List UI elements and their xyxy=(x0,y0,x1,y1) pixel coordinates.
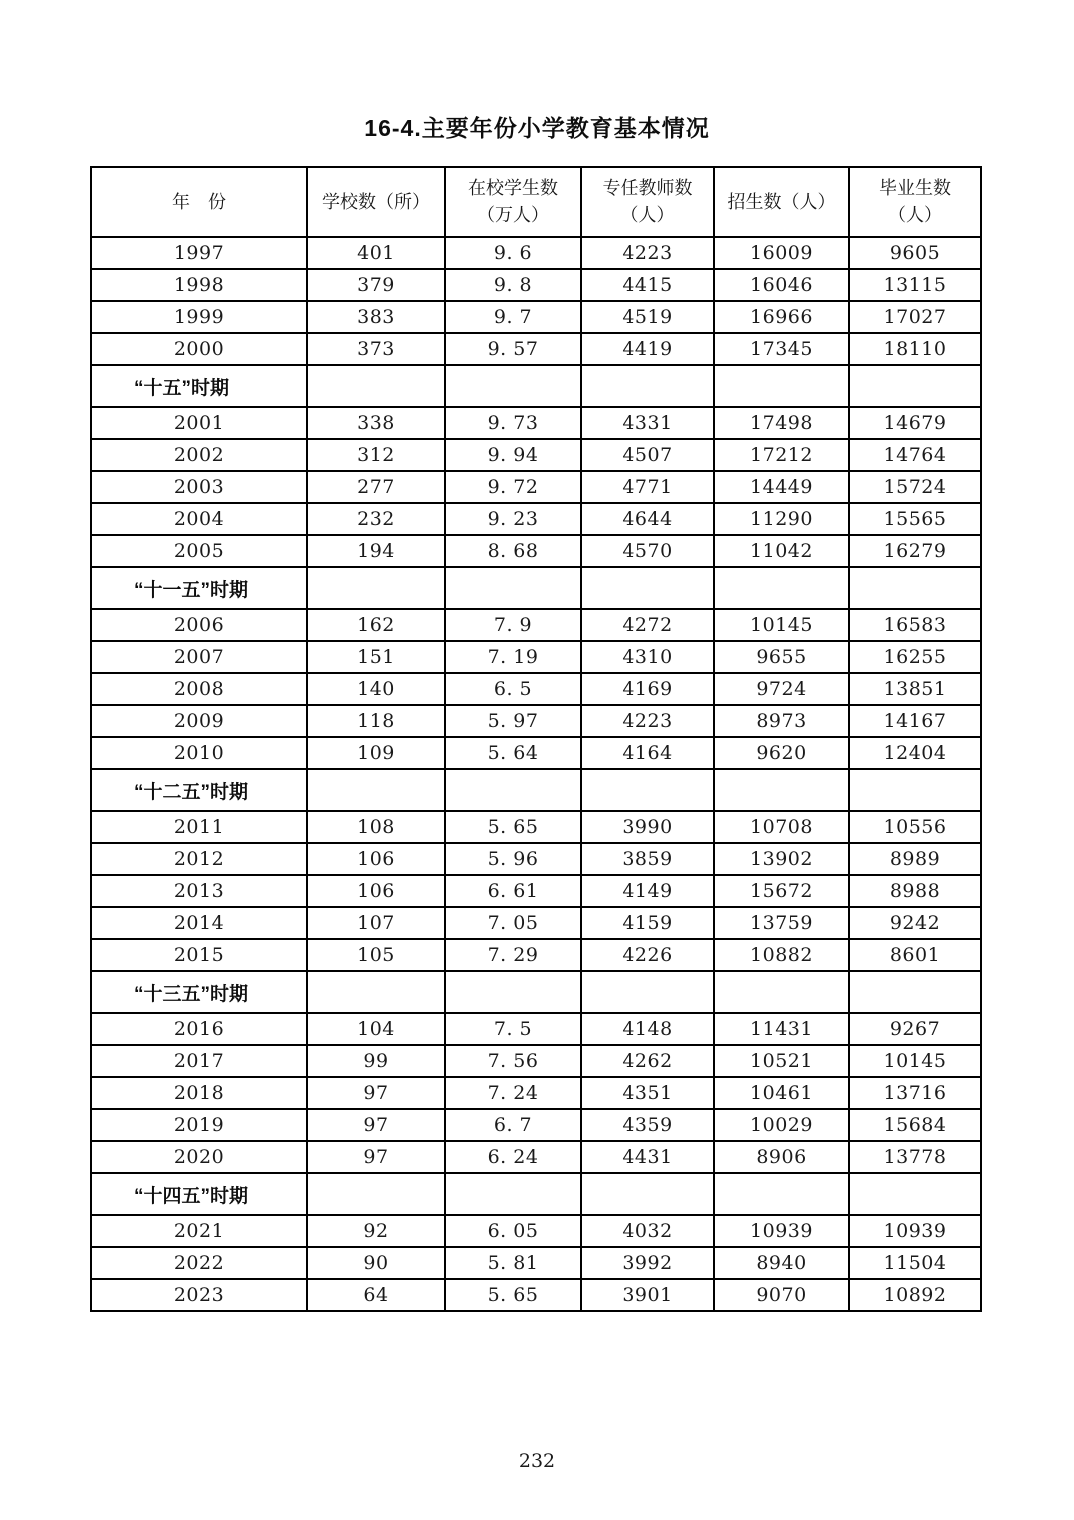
value-cell: 9070 xyxy=(714,1279,849,1311)
value-cell: 8906 xyxy=(714,1141,849,1173)
value-cell: 9. 57 xyxy=(445,333,581,365)
table-row xyxy=(91,1109,981,1141)
period-row xyxy=(91,1173,981,1215)
value-cell: 6. 61 xyxy=(445,875,581,907)
empty-cell xyxy=(307,365,445,407)
table-row xyxy=(91,471,981,503)
value-cell: 9. 23 xyxy=(445,503,581,535)
value-cell: 232 xyxy=(307,503,445,535)
period-row xyxy=(91,365,981,407)
table-row xyxy=(91,503,981,535)
empty-cell xyxy=(445,567,581,609)
value-cell: 9655 xyxy=(714,641,849,673)
value-cell: 16009 xyxy=(714,237,849,269)
value-cell: 13716 xyxy=(849,1077,981,1109)
table-row xyxy=(91,705,981,737)
year-cell: 1999 xyxy=(91,301,307,333)
value-cell: 17027 xyxy=(849,301,981,333)
value-cell: 8. 68 xyxy=(445,535,581,567)
empty-cell xyxy=(849,971,981,1013)
value-cell: 6. 05 xyxy=(445,1215,581,1247)
empty-cell xyxy=(307,971,445,1013)
table-row xyxy=(91,1045,981,1077)
education-statistics-table xyxy=(90,166,982,1312)
column-header-label: 毕业生数 xyxy=(879,178,951,198)
year-cell: 2011 xyxy=(91,811,307,843)
year-cell: 1997 xyxy=(91,237,307,269)
year-cell: 2022 xyxy=(91,1247,307,1279)
value-cell: 4570 xyxy=(581,535,714,567)
value-cell: 9. 94 xyxy=(445,439,581,471)
value-cell: 15724 xyxy=(849,471,981,503)
value-cell: 4262 xyxy=(581,1045,714,1077)
value-cell: 4331 xyxy=(581,407,714,439)
year-cell: 2020 xyxy=(91,1141,307,1173)
value-cell: 4519 xyxy=(581,301,714,333)
empty-cell xyxy=(581,1173,714,1215)
value-cell: 8973 xyxy=(714,705,849,737)
value-cell: 10939 xyxy=(714,1215,849,1247)
year-cell: 2017 xyxy=(91,1045,307,1077)
table-row xyxy=(91,1215,981,1247)
value-cell: 108 xyxy=(307,811,445,843)
value-cell: 5. 65 xyxy=(445,811,581,843)
year-cell: 2015 xyxy=(91,939,307,971)
year-cell: 2012 xyxy=(91,843,307,875)
table-row xyxy=(91,269,981,301)
value-cell: 8989 xyxy=(849,843,981,875)
value-cell: 14449 xyxy=(714,471,849,503)
value-cell: 312 xyxy=(307,439,445,471)
table-row xyxy=(91,407,981,439)
value-cell: 4148 xyxy=(581,1013,714,1045)
value-cell: 10882 xyxy=(714,939,849,971)
table-row xyxy=(91,737,981,769)
year-cell: 2014 xyxy=(91,907,307,939)
value-cell: 383 xyxy=(307,301,445,333)
value-cell: 151 xyxy=(307,641,445,673)
table-row xyxy=(91,237,981,269)
column-header-label: 在校学生数 xyxy=(468,178,558,198)
value-cell: 7. 29 xyxy=(445,939,581,971)
value-cell: 4226 xyxy=(581,939,714,971)
value-cell: 11431 xyxy=(714,1013,849,1045)
value-cell: 97 xyxy=(307,1077,445,1109)
value-cell: 104 xyxy=(307,1013,445,1045)
table-row xyxy=(91,1141,981,1173)
year-cell: 2018 xyxy=(91,1077,307,1109)
value-cell: 106 xyxy=(307,843,445,875)
value-cell: 106 xyxy=(307,875,445,907)
column-header-teachers xyxy=(581,167,714,237)
column-header-students xyxy=(445,167,581,237)
value-cell: 16966 xyxy=(714,301,849,333)
value-cell: 17498 xyxy=(714,407,849,439)
value-cell: 16255 xyxy=(849,641,981,673)
value-cell: 10029 xyxy=(714,1109,849,1141)
period-row xyxy=(91,769,981,811)
value-cell: 16583 xyxy=(849,609,981,641)
table-row xyxy=(91,641,981,673)
value-cell: 4272 xyxy=(581,609,714,641)
table-row xyxy=(91,673,981,705)
year-cell: 2007 xyxy=(91,641,307,673)
year-cell: 2004 xyxy=(91,503,307,535)
value-cell: 118 xyxy=(307,705,445,737)
value-cell: 162 xyxy=(307,609,445,641)
value-cell: 6. 24 xyxy=(445,1141,581,1173)
value-cell: 10939 xyxy=(849,1215,981,1247)
value-cell: 7. 5 xyxy=(445,1013,581,1045)
year-cell: 2006 xyxy=(91,609,307,641)
empty-cell xyxy=(714,365,849,407)
column-header-unit: （人） xyxy=(888,205,942,225)
period-label-cell: “十四五”时期 xyxy=(91,1173,307,1215)
value-cell: 14764 xyxy=(849,439,981,471)
empty-cell xyxy=(849,769,981,811)
value-cell: 16279 xyxy=(849,535,981,567)
table-row xyxy=(91,939,981,971)
table-row xyxy=(91,1279,981,1311)
empty-cell xyxy=(714,971,849,1013)
value-cell: 4771 xyxy=(581,471,714,503)
empty-cell xyxy=(581,567,714,609)
value-cell: 9. 6 xyxy=(445,237,581,269)
value-cell: 12404 xyxy=(849,737,981,769)
value-cell: 90 xyxy=(307,1247,445,1279)
value-cell: 8940 xyxy=(714,1247,849,1279)
year-cell: 2016 xyxy=(91,1013,307,1045)
value-cell: 9724 xyxy=(714,673,849,705)
value-cell: 7. 9 xyxy=(445,609,581,641)
value-cell: 6. 5 xyxy=(445,673,581,705)
empty-cell xyxy=(307,769,445,811)
value-cell: 9267 xyxy=(849,1013,981,1045)
value-cell: 11042 xyxy=(714,535,849,567)
year-cell: 1998 xyxy=(91,269,307,301)
value-cell: 379 xyxy=(307,269,445,301)
period-label-cell: “十二五”时期 xyxy=(91,769,307,811)
empty-cell xyxy=(581,365,714,407)
value-cell: 9242 xyxy=(849,907,981,939)
value-cell: 14679 xyxy=(849,407,981,439)
empty-cell xyxy=(849,1173,981,1215)
value-cell: 13851 xyxy=(849,673,981,705)
value-cell: 18110 xyxy=(849,333,981,365)
value-cell: 4223 xyxy=(581,237,714,269)
column-header-label: 招生数（人） xyxy=(727,191,836,212)
value-cell: 15672 xyxy=(714,875,849,907)
value-cell: 11504 xyxy=(849,1247,981,1279)
value-cell: 4507 xyxy=(581,439,714,471)
year-cell: 2009 xyxy=(91,705,307,737)
page-number: 232 xyxy=(518,1450,556,1472)
value-cell: 13778 xyxy=(849,1141,981,1173)
value-cell: 4032 xyxy=(581,1215,714,1247)
empty-cell xyxy=(445,769,581,811)
value-cell: 13759 xyxy=(714,907,849,939)
value-cell: 107 xyxy=(307,907,445,939)
value-cell: 15684 xyxy=(849,1109,981,1141)
value-cell: 10892 xyxy=(849,1279,981,1311)
value-cell: 4431 xyxy=(581,1141,714,1173)
value-cell: 7. 05 xyxy=(445,907,581,939)
table-row xyxy=(91,1247,981,1279)
table-row xyxy=(91,907,981,939)
year-cell: 2001 xyxy=(91,407,307,439)
column-header-graduates xyxy=(849,167,981,237)
value-cell: 5. 97 xyxy=(445,705,581,737)
value-cell: 97 xyxy=(307,1141,445,1173)
empty-cell xyxy=(714,769,849,811)
value-cell: 401 xyxy=(307,237,445,269)
table-row xyxy=(91,1013,981,1045)
value-cell: 8988 xyxy=(849,875,981,907)
value-cell: 17345 xyxy=(714,333,849,365)
value-cell: 373 xyxy=(307,333,445,365)
value-cell: 9. 72 xyxy=(445,471,581,503)
period-label-cell: “十三五”时期 xyxy=(91,971,307,1013)
value-cell: 4149 xyxy=(581,875,714,907)
year-cell: 2003 xyxy=(91,471,307,503)
value-cell: 3992 xyxy=(581,1247,714,1279)
value-cell: 11290 xyxy=(714,503,849,535)
value-cell: 9620 xyxy=(714,737,849,769)
empty-cell xyxy=(307,567,445,609)
page-title: 16-4.主要年份小学教育基本情况 xyxy=(364,115,710,141)
empty-cell xyxy=(849,365,981,407)
value-cell: 97 xyxy=(307,1109,445,1141)
value-cell: 4359 xyxy=(581,1109,714,1141)
table-row xyxy=(91,609,981,641)
value-cell: 5. 96 xyxy=(445,843,581,875)
value-cell: 10556 xyxy=(849,811,981,843)
value-cell: 13115 xyxy=(849,269,981,301)
empty-cell xyxy=(445,1173,581,1215)
table-header-row xyxy=(91,167,981,237)
period-label-cell: “十一五”时期 xyxy=(91,567,307,609)
period-label-cell: “十五”时期 xyxy=(91,365,307,407)
value-cell: 4164 xyxy=(581,737,714,769)
table-row xyxy=(91,811,981,843)
empty-cell xyxy=(581,769,714,811)
value-cell: 15565 xyxy=(849,503,981,535)
empty-cell xyxy=(581,971,714,1013)
value-cell: 9. 7 xyxy=(445,301,581,333)
value-cell: 4310 xyxy=(581,641,714,673)
value-cell: 10461 xyxy=(714,1077,849,1109)
value-cell: 4169 xyxy=(581,673,714,705)
value-cell: 7. 19 xyxy=(445,641,581,673)
column-header-enrollment xyxy=(714,167,849,237)
value-cell: 4644 xyxy=(581,503,714,535)
value-cell: 9605 xyxy=(849,237,981,269)
column-header-unit: （万人） xyxy=(477,205,549,225)
value-cell: 17212 xyxy=(714,439,849,471)
column-header-label: 学校数（所） xyxy=(322,191,430,212)
column-header-label: 年 份 xyxy=(172,191,226,212)
value-cell: 3859 xyxy=(581,843,714,875)
year-cell: 2013 xyxy=(91,875,307,907)
column-header-schools xyxy=(307,167,445,237)
value-cell: 7. 56 xyxy=(445,1045,581,1077)
table-row xyxy=(91,875,981,907)
value-cell: 10145 xyxy=(849,1045,981,1077)
value-cell: 5. 64 xyxy=(445,737,581,769)
value-cell: 8601 xyxy=(849,939,981,971)
value-cell: 277 xyxy=(307,471,445,503)
year-cell: 2019 xyxy=(91,1109,307,1141)
value-cell: 5. 81 xyxy=(445,1247,581,1279)
period-row xyxy=(91,971,981,1013)
empty-cell xyxy=(714,567,849,609)
value-cell: 10521 xyxy=(714,1045,849,1077)
empty-cell xyxy=(714,1173,849,1215)
value-cell: 92 xyxy=(307,1215,445,1247)
value-cell: 6. 7 xyxy=(445,1109,581,1141)
year-cell: 2002 xyxy=(91,439,307,471)
value-cell: 105 xyxy=(307,939,445,971)
year-cell: 2008 xyxy=(91,673,307,705)
empty-cell xyxy=(849,567,981,609)
value-cell: 4351 xyxy=(581,1077,714,1109)
value-cell: 109 xyxy=(307,737,445,769)
value-cell: 4159 xyxy=(581,907,714,939)
value-cell: 14167 xyxy=(849,705,981,737)
value-cell: 13902 xyxy=(714,843,849,875)
value-cell: 9. 73 xyxy=(445,407,581,439)
column-header-unit: （人） xyxy=(620,205,675,225)
value-cell: 338 xyxy=(307,407,445,439)
year-cell: 2010 xyxy=(91,737,307,769)
year-cell: 2000 xyxy=(91,333,307,365)
value-cell: 99 xyxy=(307,1045,445,1077)
empty-cell xyxy=(307,1173,445,1215)
table-row xyxy=(91,1077,981,1109)
table-body xyxy=(91,237,981,1311)
table-row xyxy=(91,535,981,567)
value-cell: 10708 xyxy=(714,811,849,843)
table-row xyxy=(91,439,981,471)
value-cell: 4223 xyxy=(581,705,714,737)
column-header-label: 专任教师数 xyxy=(602,178,693,198)
value-cell: 4415 xyxy=(581,269,714,301)
value-cell: 5. 65 xyxy=(445,1279,581,1311)
period-row xyxy=(91,567,981,609)
value-cell: 140 xyxy=(307,673,445,705)
value-cell: 9. 8 xyxy=(445,269,581,301)
value-cell: 194 xyxy=(307,535,445,567)
value-cell: 4419 xyxy=(581,333,714,365)
column-header-year xyxy=(91,167,307,237)
year-cell: 2023 xyxy=(91,1279,307,1311)
value-cell: 10145 xyxy=(714,609,849,641)
empty-cell xyxy=(445,365,581,407)
value-cell: 3990 xyxy=(581,811,714,843)
empty-cell xyxy=(445,971,581,1013)
value-cell: 64 xyxy=(307,1279,445,1311)
value-cell: 7. 24 xyxy=(445,1077,581,1109)
value-cell: 3901 xyxy=(581,1279,714,1311)
year-cell: 2021 xyxy=(91,1215,307,1247)
table-row xyxy=(91,301,981,333)
table-row xyxy=(91,843,981,875)
value-cell: 16046 xyxy=(714,269,849,301)
table-row xyxy=(91,333,981,365)
year-cell: 2005 xyxy=(91,535,307,567)
